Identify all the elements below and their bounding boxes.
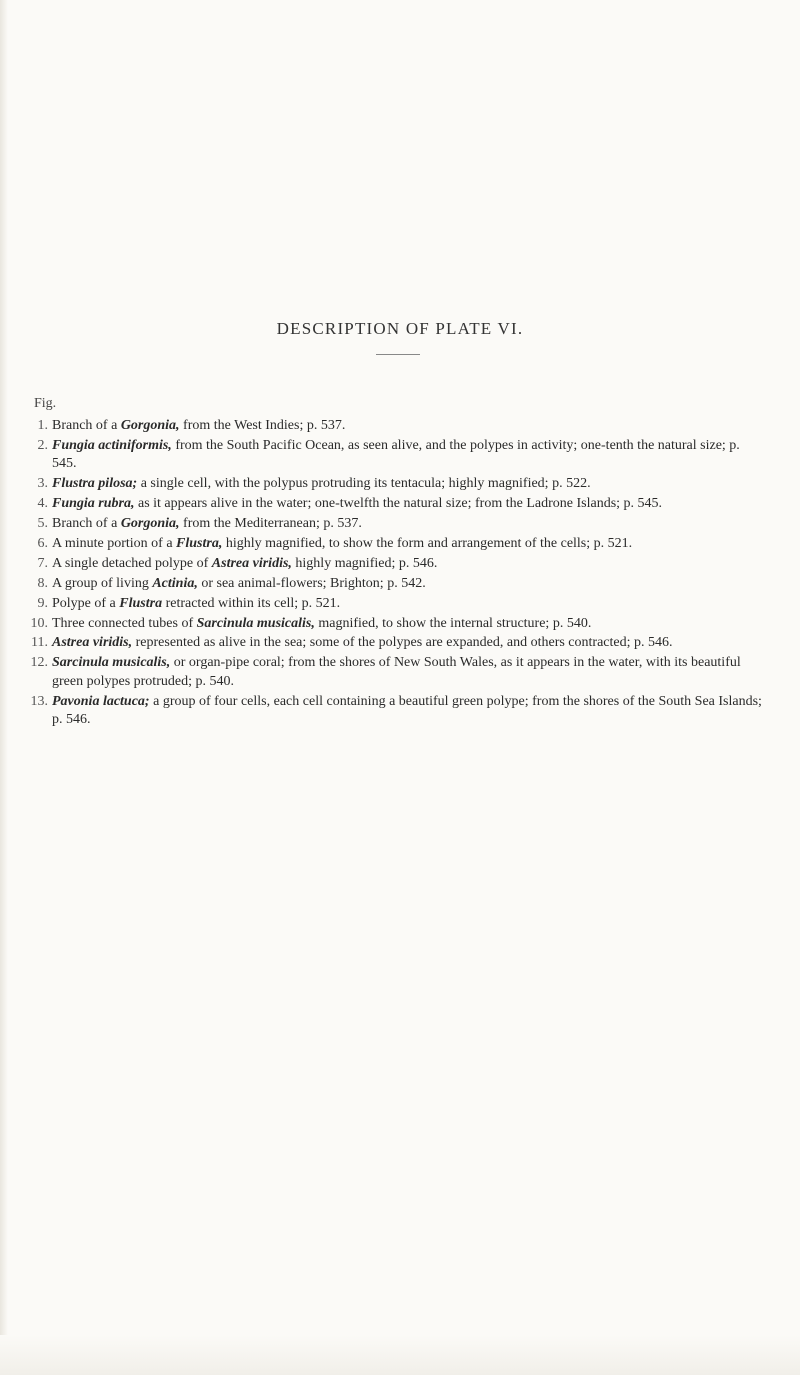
species-name: Fungia actiniformis, [52,437,172,453]
entry-text-post: a single cell, with the polypus protruding its tentacula; highly magnified; p. 522. [137,476,591,492]
species-name: Astrea viridis, [211,555,292,571]
figure-number: 3. [37,476,48,492]
title-rule-divider [376,354,420,355]
figure-entry-3 [30,475,764,494]
entry-text-post: from the South Pacific Ocean, as seen alive, and the polypes in activity; one-tenth the natural size; p. 545. [52,437,740,472]
figure-entry-7 [30,555,764,574]
species-name: Sarcinula musicalis, [196,615,315,631]
figure-entry-12 [30,654,764,691]
species-name: Gorgonia, [120,516,180,532]
entry-text-post: highly magnified; p. 546. [291,555,438,571]
figure-entry-8 [30,575,764,594]
species-name: Gorgonia, [120,418,180,433]
species-name: Flustra pilosa; [52,476,138,492]
entry-text-post: a group of four cells, each cell containing a beautiful green polype; from the shores of the South Sea Islands; p. 546. [52,693,762,728]
species-name: Actinia, [152,575,198,591]
figure-number: 10. [30,615,48,631]
entry-text-post: from the West Indies; p. 537. [179,418,346,433]
entry-text-post: or sea animal-flowers; Brighton; p. 542. [197,575,426,591]
species-name: Flustra [119,595,163,611]
figure-number: 5. [37,516,48,532]
entry-text-post: retracted within its cell; p. 521. [162,595,341,611]
species-name: Sarcinula musicalis, [52,655,171,671]
figure-entry-9 [30,595,764,614]
figure-number: 9. [37,595,48,611]
figure-entry-2 [30,437,764,474]
species-name: Fungia rubra, [52,496,135,512]
entry-text-pre: Polype of a [52,595,120,611]
species-name: Flustra, [176,535,223,551]
figure-number: 1. [37,418,48,433]
figure-entry-4 [30,495,764,514]
figure-entry-11 [30,634,764,653]
entry-text-post: highly magnified, to show the form and arrangement of the cells; p. 521. [222,535,633,551]
figure-entry-5 [30,515,764,534]
entry-text-post: magnified, to show the internal structure; p. 540. [314,615,592,631]
entry-text-pre: Three connected tubes of [52,615,197,631]
fig-heading: Fig. [34,396,57,411]
entry-text-pre: A minute portion of a [52,535,177,551]
figure-number: 4. [37,496,48,512]
entry-text-post: represented as alive in the sea; some of the polypes are expanded, and others contracted; p. 546. [132,635,673,651]
figure-number: 2. [37,437,48,453]
page-edge-shadow [0,0,8,1375]
entry-text-post: or organ-pipe coral; from the shores of New South Wales, as it appears in the water, with its beautiful green polypes protruded; p. 540. [52,655,741,689]
figure-entry-6 [30,535,764,554]
entry-text-pre: A single detached polype of [52,555,212,571]
figure-number: 7. [37,555,48,571]
figure-entry-1 [30,417,764,436]
entry-text-pre: Branch of a [52,516,121,532]
figure-entry-13 [30,693,764,730]
figure-number: 12. [30,655,48,671]
figure-number: 8. [37,575,48,591]
entry-text-pre: Branch of a [52,418,121,433]
figure-number: 6. [37,535,48,551]
page-bottom-shadow [0,1335,800,1375]
figure-description-list [30,417,764,731]
species-name: Astrea viridis, [52,635,133,651]
entry-text-post: from the Mediterranean; p. 537. [179,516,362,532]
figure-number: 11. [31,635,48,651]
figure-entry-10 [30,615,764,634]
entry-text-post: as it appears alive in the water; one-twelfth the natural size; from the Ladrone Islands; p. 545. [134,496,663,512]
entry-text-pre: A group of living [52,575,153,591]
page-title: DESCRIPTION OF PLATE VI. [276,319,524,338]
species-name: Pavonia lactuca; [52,693,150,709]
figure-number: 13. [30,693,48,709]
